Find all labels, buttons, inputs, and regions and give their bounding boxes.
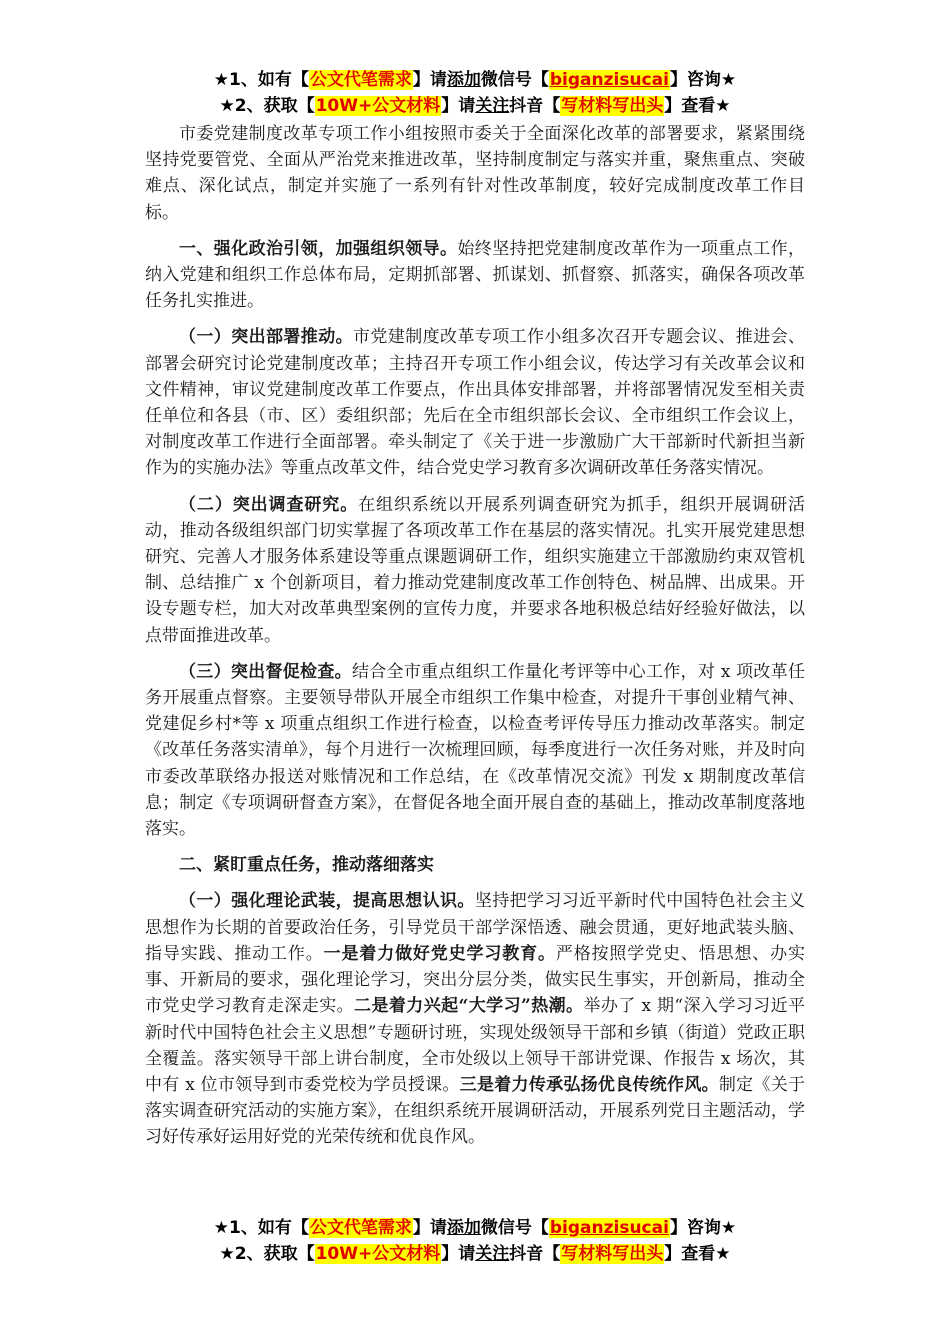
promo-text: ★1、如有【 — [213, 70, 309, 90]
subsection-1-2-paragraph — [145, 492, 805, 649]
subsection-heading: （三）突出督促检查。 — [179, 661, 352, 682]
promo-wechat-id: biganzisucai — [549, 1218, 669, 1238]
promo-text: ★2、获取【 — [219, 96, 315, 116]
paragraph-text: 结合全市重点组织工作量化考评等中心工作，对 x 项改革任务开展重点督察。主要领导带队开展全市组织工作集中检查，对提升干事创业精气神、党建促乡村*等 x 项重点组织工作进行检查，以检查考评传导压力推动改革落实。制定《改革任务落实清单》，每个月进行一次梳理回顾，每季度进行一次任务对账，并及时向市委改革联络办报送对账情况和工作总结，在《改革情况交流》刊发 x 期制度改革信息；制定《专项调研督查方案》，在督促各地全面开展自查的基础上，推动改革制度落地落实。 — [145, 661, 805, 840]
promo-text: 】请 — [441, 1244, 476, 1264]
subsection-1-1-paragraph — [145, 324, 805, 481]
promo-text: 】咨询★ — [669, 1218, 737, 1238]
promo-line-1 — [0, 1215, 950, 1241]
promo-line-2 — [0, 1241, 950, 1267]
section-heading: 二、紧盯重点任务，推动落细落实 — [179, 855, 434, 876]
point-heading: 三是着力传承弘扬优良传统作风。 — [459, 1074, 719, 1095]
promo-line-2 — [0, 93, 950, 119]
promo-line-1 — [0, 67, 950, 93]
paragraph-text: 严格按照学党史、悟思想、办实事、开新局的要求，强化理论学习，突出分层分类，做实民生事实，开创新局，推动全市党史学习教育走深走实。 — [145, 943, 806, 1017]
promo-text: 】请 — [441, 96, 476, 116]
promo-text: ★1、如有【 — [213, 1218, 309, 1238]
promo-text: 抖音【 — [509, 1244, 561, 1264]
section-1-paragraph — [145, 236, 805, 315]
promo-text: 】查看★ — [664, 1244, 731, 1264]
promo-underline: 关注 — [475, 1244, 510, 1264]
section-heading: 一、强化政治引领，加强组织领导。 — [179, 238, 458, 259]
paragraph-text: 举办了 x 期“深入学习习近平新时代中国特色社会主义思想”专题研讨班，实现处级领导干部和乡镇（街道）党政正职全覆盖。落实领导干部上讲台制度，全市处级以上领导干部讲党课、作报告 x 场次，其中有 x 位市领导到市委党校为学员授课。 — [145, 996, 806, 1095]
paragraph-text: 市党建制度改革专项工作小组多次召开专题会议、推进会、部署会研究讨论党建制度改革；主持召开专项工作小组会议，传达学习有关改革会议和文件精神，审议党建制度改革工作要点，作出具体安排部署，并将部署情况发至相关责任单位和各县（市、区）委组织部；先后在全市组织部长会议、全市组织工作会议上，对制度改革工作进行全面部署。牵头制定了《关于进一步激励广大干部新时代新担当新作为的实施办法》等重点改革文件，结合党史学习教育多次调研改革任务落实情况。 — [145, 327, 805, 479]
promo-text: 】咨询★ — [669, 70, 737, 90]
point-heading: 一是着力做好党史学习教育。 — [323, 943, 556, 964]
paragraph-text: 坚持把学习习近平新时代中国特色社会主义思想作为长期的首要政治任务，引导党员干部学深悟透、融会贯通，更好地武装头脑、指导实践、推动工作。 — [145, 891, 806, 964]
promo-wechat-id: biganzisucai — [549, 70, 669, 90]
subsection-2-1-paragraph — [145, 888, 805, 1150]
promo-underline: 关注 — [475, 96, 510, 116]
promo-banner-top — [0, 67, 950, 119]
paragraph-text: 在组织系统以开展系列调查研究为抓手，组织开展调研活动，推动各级组织部门切实掌握了各项改革工作在基层的落实情况。扎实开展党建思想研究、完善人才服务体系建设等重点课题调研工作，组织实施建立干部激励约束双管机制、总结推广 x 个创新项目，着力推动党建制度改革工作创特色、树品牌、出成果。开设专题专栏，加大对改革典型案例的宣传力度，并要求各地积极总结好经验好做法，以点带面推进改革。 — [145, 494, 806, 646]
promo-text: 】请 — [412, 1218, 447, 1238]
subsection-1-3-paragraph — [145, 659, 805, 842]
point-heading: 二是着力兴起“大学习”热潮。 — [354, 996, 584, 1017]
promo-text: 】请 — [412, 70, 447, 90]
paragraph-text: 制定《关于落实调查研究活动的实施方案》，在组织系统开展调研活动，开展系列党日主题活动，学习好传承好运用好党的光荣传统和优良作风。 — [145, 1074, 806, 1148]
promo-text: 微信号【 — [480, 70, 549, 90]
promo-highlight: 公文代笔需求 — [309, 70, 412, 90]
promo-underline: 添加 — [446, 70, 481, 90]
promo-douyin-id: 写材料写出头 — [561, 96, 664, 116]
section-2-heading — [145, 852, 805, 878]
promo-douyin-id: 写材料写出头 — [561, 1244, 664, 1264]
intro-paragraph — [145, 121, 805, 226]
promo-highlight: 10W+公文材料 — [315, 1244, 441, 1264]
paragraph-text: 市委党建制度改革专项工作小组按照市委关于全面深化改革的部署要求，紧紧围绕坚持党要管党、全面从严治党来推进改革，坚持制度制定与落实并重，聚焦重点、突破难点、深化试点，制定并实施了一系列有针对性改革制度，较好完成制度改革工作目标。 — [145, 124, 805, 223]
promo-banner-bottom — [0, 1215, 950, 1267]
promo-highlight: 公文代笔需求 — [309, 1218, 412, 1238]
document-body — [145, 121, 805, 1161]
promo-text: ★2、获取【 — [219, 1244, 315, 1264]
subsection-heading: （二）突出调查研究。 — [179, 494, 359, 515]
promo-text: 】查看★ — [664, 96, 731, 116]
subsection-heading: （一）突出部署推动。 — [179, 327, 353, 348]
paragraph-text: 始终坚持把党建制度改革作为一项重点工作，纳入党建和组织工作总体布局，定期抓部署、抓谋划、抓督察、抓落实，确保各项改革任务扎实推进。 — [145, 238, 806, 312]
promo-text: 微信号【 — [480, 1218, 549, 1238]
subsection-heading: （一）强化理论武装，提高思想认识。 — [179, 891, 475, 912]
promo-highlight: 10W+公文材料 — [315, 96, 441, 116]
promo-text: 抖音【 — [509, 96, 561, 116]
promo-underline: 添加 — [446, 1218, 481, 1238]
